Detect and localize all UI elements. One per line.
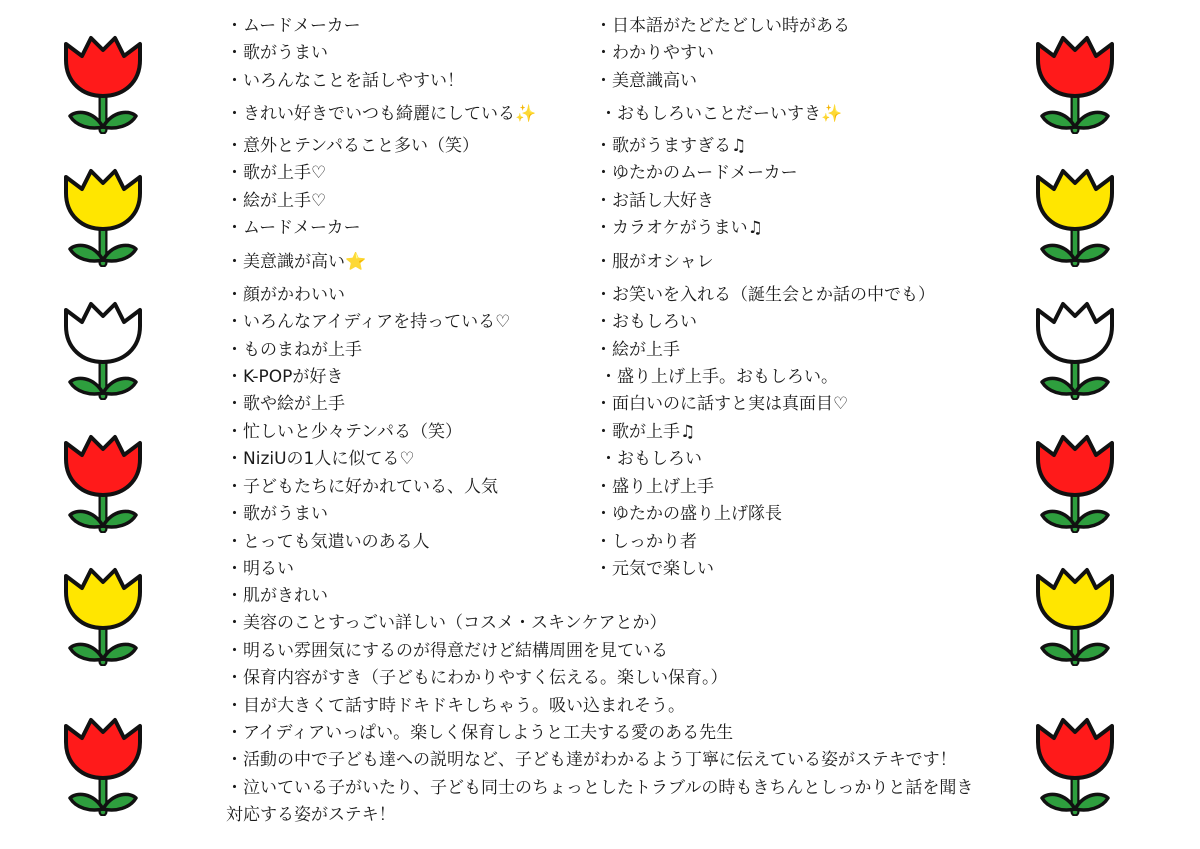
list-item: ・肌がきれい — [226, 586, 328, 606]
list-item: ・歌がうますぎる♫ — [595, 136, 747, 156]
list-item: ・カラオケがうまい♫ — [595, 218, 763, 238]
list-item: ・おもしろい — [600, 449, 702, 469]
list-item: ・美意識が高い⭐ — [226, 252, 367, 272]
list-item: ・歌がうまい — [226, 504, 328, 524]
tulip-icon — [1030, 429, 1120, 533]
list-item: ・歌が上手♫ — [595, 422, 696, 442]
list-item: ・ムードメーカー — [226, 218, 361, 238]
tulip-icon — [58, 163, 148, 267]
tulip-icon — [1030, 30, 1120, 134]
list-item: ・しっかり者 — [595, 532, 697, 552]
list-item: ・美意識高い — [595, 71, 697, 91]
list-item: ・保育内容がすき（子どもにわかりやすく伝える。楽しい保育。） — [226, 668, 728, 688]
tulip-icon — [58, 429, 148, 533]
list-item: ・意外とテンパること多い（笑） — [226, 136, 479, 156]
list-item: ・美容のことすっごい詳しい（コスメ・スキンケアとか） — [226, 613, 667, 633]
list-item: ・とっても気遣いのある人 — [226, 532, 430, 552]
list-item: ・ものまねが上手 — [226, 340, 362, 360]
list-item: ・ムードメーカー — [226, 16, 361, 36]
list-item: ・わかりやすい — [595, 43, 714, 63]
list-item: ・きれい好きでいつも綺麗にしている✨ — [226, 104, 537, 124]
list-item: ・ゆたかのムードメーカー — [595, 163, 798, 183]
list-item: ・おもしろいことだーいすき✨ — [600, 104, 843, 124]
list-item: ・お笑いを入れる（誕生会とか話の中でも） — [595, 285, 935, 305]
list-item: ・歌が上手♡ — [226, 163, 327, 183]
list-item: ・活動の中で子ども達への説明など、子ども達がわかるよう丁寧に伝えている姿がステキです！ — [226, 750, 957, 770]
list-item: ・いろんなアイディアを持っている♡ — [226, 312, 511, 332]
tulip-icon — [58, 296, 148, 400]
list-item: ・おもしろい — [595, 312, 697, 332]
list-item: ・元気で楽しい — [595, 559, 714, 579]
tulip-icon — [58, 712, 148, 816]
list-item: ・絵が上手 — [595, 340, 680, 360]
list-item: ・いろんなことを話しやすい！ — [226, 71, 464, 91]
tulip-icon — [58, 562, 148, 666]
list-item: ・服がオシャレ — [595, 252, 714, 272]
list-item: ・顔がかわいい — [226, 285, 345, 305]
tulip-icon — [1030, 712, 1120, 816]
list-item: ・歌がうまい — [226, 43, 328, 63]
list-item: ・面白いのに話すと実は真面目♡ — [595, 394, 849, 414]
list-item: ・アイディアいっぱい。楽しく保育しようと工夫する愛のある先生 — [226, 723, 734, 743]
list-item: ・明るい雰囲気にするのが得意だけど結構周囲を見ている — [226, 641, 668, 661]
list-item: ・明るい — [226, 559, 294, 579]
list-item: ・忙しいと少々テンパる（笑） — [226, 422, 462, 442]
tulip-icon — [1030, 163, 1120, 267]
list-item: ・K-POPが好き — [226, 367, 344, 387]
tulip-icon — [58, 30, 148, 134]
list-item: ・目が大きくて話す時ドキドキしちゃう。吸い込まれそう。 — [226, 696, 685, 716]
list-item: ・お話し大好き — [595, 191, 714, 211]
list-item: ・子どもたちに好かれている、人気 — [226, 477, 498, 497]
list-item: ・盛り上げ上手。おもしろい。 — [600, 367, 838, 387]
list-item: ・日本語がたどたどしい時がある — [595, 16, 850, 36]
list-item: ・泣いている子がいたり、子ども同士のちょっとしたトラブルの時もきちんとしっかりと話を聞き対応する姿がステキ！ — [226, 778, 974, 825]
list-item: ・ゆたかの盛り上げ隊長 — [595, 504, 782, 524]
list-item: ・歌や絵が上手 — [226, 394, 345, 414]
list-item: ・NiziUの1人に似てる♡ — [226, 449, 415, 469]
tulip-icon — [1030, 296, 1120, 400]
tulip-icon — [1030, 562, 1120, 666]
list-item: ・盛り上げ上手 — [595, 477, 714, 497]
list-item: ・絵が上手♡ — [226, 191, 327, 211]
